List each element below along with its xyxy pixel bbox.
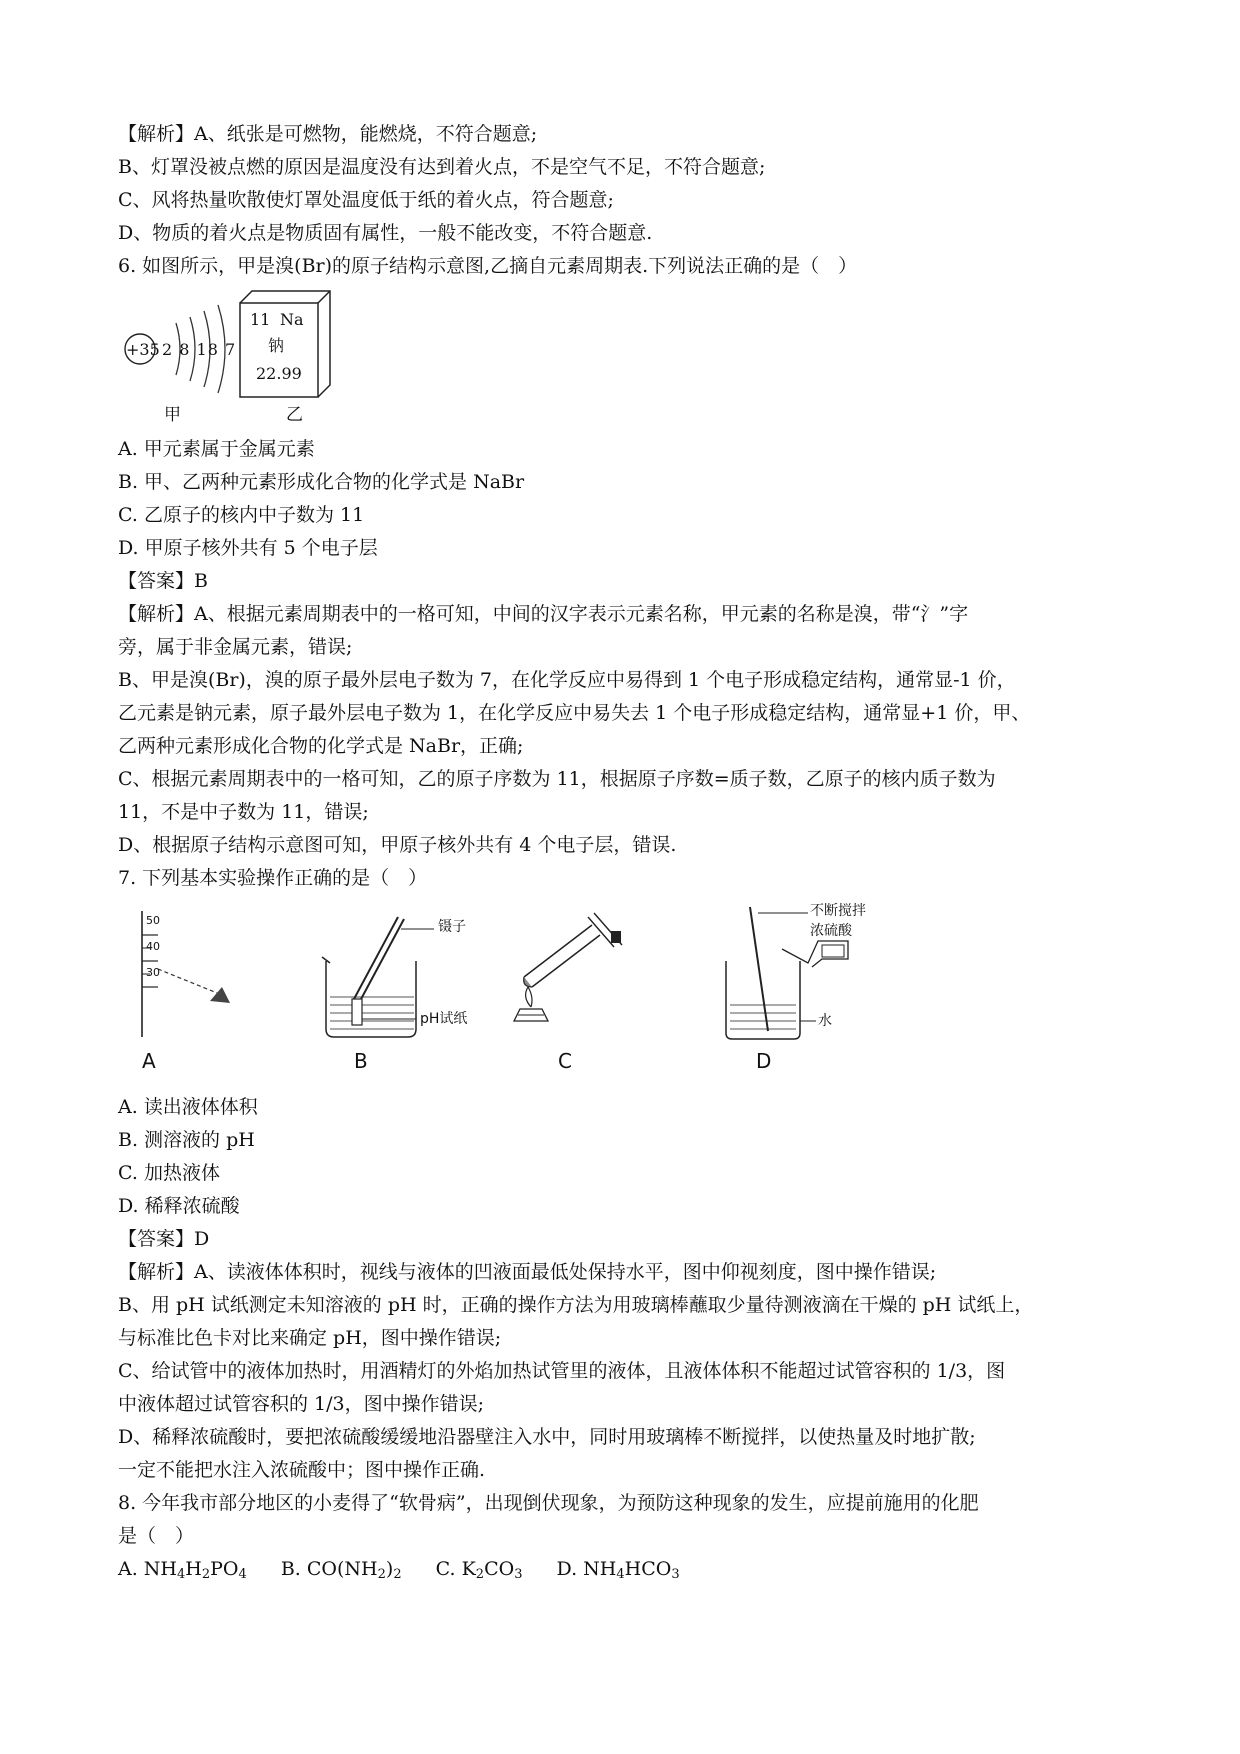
question-8-stem: 8. 今年我市部分地区的小麦得了“软骨病”，出现倒伏现象，为预防这种现象的发生，应提前施用的化肥 [118, 1492, 979, 1514]
fig-label-c: C [558, 1049, 572, 1073]
fig-label-d: D [756, 1049, 772, 1073]
q6-answer: 【答案】B [118, 570, 208, 592]
q8-option-b: B. $CO(NH_2)_2$ [280, 1558, 402, 1582]
q7-analysis-line: 一定不能把水注入浓硫酸中；图中操作正确. [118, 1459, 486, 1481]
analysis-q5-c: C、风将热量吹散使灯罩处温度低于纸的着火点，符合题意; [118, 189, 614, 211]
acid-label: 浓硫酸 [810, 923, 852, 939]
label-jia: 甲 [164, 405, 181, 425]
stir-label: 不断搅拌 [810, 903, 866, 919]
tick-40: 40 [146, 940, 160, 953]
q7-figure [118, 901, 878, 1081]
q7-analysis-line: 与标准比色卡对比来确定 pH，图中操作错误; [118, 1327, 502, 1349]
tick-50: 50 [146, 914, 160, 927]
q8-options [118, 1553, 1128, 1586]
q7-option-d: D. 稀释浓硫酸 [118, 1195, 240, 1217]
q6-option-a: A. 甲元素属于金属元素 [118, 438, 315, 460]
electron-shells: 2 8 18 7 [162, 340, 237, 359]
q6-figure [118, 289, 538, 429]
q7-option-b: B. 测溶液的 pH [118, 1129, 255, 1151]
q6-analysis-line: 旁，属于非金属元素，错误; [118, 636, 353, 658]
q7-analysis-line: 【解析】A、读液体体积时，视线与液体的凹液面最低处保持水平，图中仰视刻度，图中操作错误; [118, 1261, 937, 1283]
q6-analysis-line: 【解析】A、根据元素周期表中的一格可知，中间的汉字表示元素名称，甲元素的名称是溴，带“氵”字 [118, 603, 969, 625]
q7-option-c: C. 加热液体 [118, 1162, 220, 1184]
q7-answer: 【答案】D [118, 1228, 210, 1250]
ph-paper-label: pH试纸 [420, 1011, 468, 1027]
question-8-stem-cont: 是（ ） [118, 1525, 195, 1547]
q8-option-a: A. $NH_4H_2PO_4$ [118, 1558, 247, 1582]
cell-atomic-mass: 22.99 [256, 364, 302, 383]
q6-option-d: D. 甲原子核外共有 5 个电子层 [118, 537, 378, 559]
q7-analysis-line: B、用 pH 试纸测定未知溶液的 pH 时，正确的操作方法为用玻璃棒蘸取少量待测液滴在干燥的 pH 试纸上， [118, 1294, 1034, 1316]
q6-option-b: B. 甲、乙两种元素形成化合物的化学式是 NaBr [118, 471, 525, 493]
q6-analysis-line: B、甲是溴(Br)，溴的原子最外层电子数为 7，在化学反应中易得到 1 个电子形成稳定结构，通常显-1 价， [118, 669, 1016, 691]
analysis-q5-b: B、灯罩没被点燃的原因是温度没有达到着火点，不是空气不足，不符合题意; [118, 156, 766, 178]
cell-atomic-number: 11 [250, 310, 271, 329]
nucleus-charge: +35 [126, 340, 160, 359]
analysis-q5-d: D、物质的着火点是物质固有属性，一般不能改变，不符合题意. [118, 222, 653, 244]
label-yi: 乙 [286, 405, 303, 425]
fig-label-a: A [142, 1049, 156, 1073]
cell-element-name: 钠 [268, 336, 285, 355]
analysis-q5-a: 【解析】A、纸张是可燃物，能燃烧，不符合题意; [118, 123, 538, 145]
q6-analysis-line: D、根据原子结构示意图可知，甲原子核外共有 4 个电子层，错误. [118, 834, 677, 856]
q7-analysis-line: 中液体超过试管容积的 1/3，图中操作错误; [118, 1393, 485, 1415]
q6-analysis-line: C、根据元素周期表中的一格可知，乙的原子序数为 11，根据原子序数=质子数，乙原子的核内质子数为 [118, 768, 996, 790]
q7-analysis-line: C、给试管中的液体加热时，用酒精灯的外焰加热试管里的液体，且液体体积不能超过试管容积的 1/3，图 [118, 1360, 1006, 1382]
water-label: 水 [818, 1013, 832, 1029]
q8-option-c: C. $K_2CO_3$ [435, 1558, 523, 1582]
question-6-stem: 6. 如图所示，甲是溴(Br)的原子结构示意图,乙摘自元素周期表.下列说法正确的是（ ） [118, 255, 858, 277]
question-7-stem: 7. 下列基本实验操作正确的是（ ） [118, 867, 428, 889]
cell-symbol: Na [280, 310, 304, 329]
q6-analysis-line: 乙元素是钠元素，原子最外层电子数为 1，在化学反应中易失去 1 个电子形成稳定结构，通常显+1 价，甲、 [118, 702, 1031, 724]
q7-analysis-line: D、稀释浓硫酸时，要把浓硫酸缓缓地沿器壁注入水中，同时用玻璃棒不断搅拌，以使热量及时地扩散; [118, 1426, 976, 1448]
q7-option-a: A. 读出液体体积 [118, 1096, 258, 1118]
tweezers-label: 镊子 [438, 919, 466, 935]
document-page [118, 118, 1128, 1586]
tick-30: 30 [146, 966, 160, 979]
fig-label-b: B [354, 1049, 368, 1073]
q6-analysis-line: 11，不是中子数为 11，错误; [118, 801, 369, 823]
q6-option-c: C. 乙原子的核内中子数为 11 [118, 504, 365, 526]
q6-analysis-line: 乙两种元素形成化合物的化学式是 NaBr，正确; [118, 735, 524, 757]
q8-option-d: D. $NH_4HCO_3$ [556, 1558, 680, 1582]
